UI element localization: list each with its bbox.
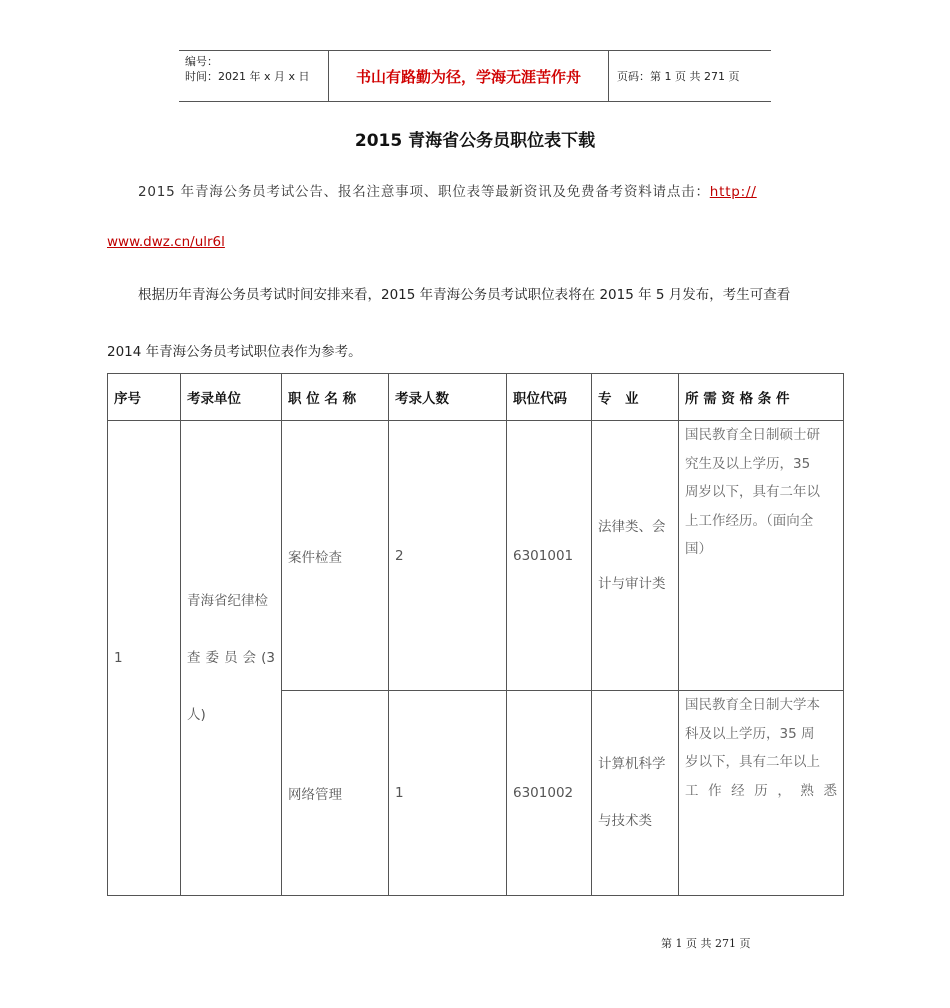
paragraph-line-1: 根据历年青海公务员考试时间安排来看，2015 年青海公务员考试职位表将在 2015 年 5 月发布，考生可查看 [138,287,791,303]
intro-link-part-1[interactable]: http:// [709,184,757,200]
major-line: 与技术类 [598,813,652,829]
condition-line: 工 作 经 历 ， 熟 悉 [685,782,837,799]
header-position: 职 位 名 称 [282,374,389,421]
intro-line-2 [107,234,225,250]
intro-link-part-2[interactable]: www.dwz.cn/ulr6l [107,234,225,250]
position-cell: 案件检查 [282,421,389,691]
intro-line-1 [138,180,757,200]
seq-cell: 1 [108,421,181,896]
major-line: 计算机科学 [598,756,666,772]
document-title: 2015 青海省公务员职位表下载 [354,131,596,151]
condition-line: 国民教育全日制硕士研 [685,427,820,443]
condition-line: 上工作经历。（面向全 [685,512,814,529]
header-page-info: 页码：第 1 页 共 271 页 [617,70,740,83]
unit-line: 查委员会(3 [187,649,275,666]
conditions-cell [679,691,844,896]
condition-line: 国） [685,541,712,557]
major-cell [592,421,679,691]
count-cell: 2 [389,421,507,691]
header-motto: 书山有路勤为径，学海无涯苦作舟 [329,51,609,101]
header-seq: 序号 [108,374,181,421]
positions-table [107,373,844,896]
header-meta [179,51,329,101]
intro-text: 2015 年青海公务员考试公告、报名注意事项、职位表等最新资讯及免费备考资料请点击： [138,184,710,200]
header-major: 专 业 [592,374,679,421]
page-header [179,50,771,102]
condition-line: 国民教育全日制大学本 [685,697,820,713]
code-cell: 6301001 [507,421,592,691]
condition-line: 究生及以上学历，35 [685,455,811,472]
condition-line: 周岁以下，具有二年以 [685,484,820,500]
major-line: 计与审计类 [598,575,666,592]
unit-line: 青海省纪律检 [187,592,268,609]
unit-cell [181,421,282,896]
major-line: 法律类、会 [598,518,666,535]
count-cell: 1 [389,691,507,896]
position-cell: 网络管理 [282,691,389,896]
header-code: 职位代码 [507,374,592,421]
page-footer: 第 1 页 共 271 页 [661,937,751,950]
condition-line: 岁以下，具有二年以上 [685,754,820,770]
condition-line: 科及以上学历，35 周 [685,725,815,742]
header-count: 考录人数 [389,374,507,421]
time-label: 时间：2021 年 x 月 x 日 [185,70,310,83]
paragraph-line-2: 2014 年青海公务员考试职位表作为参考。 [107,344,362,360]
number-label: 编号： [185,55,218,68]
table-row [108,421,844,691]
unit-line: 人) [187,706,206,723]
code-cell: 6301002 [507,691,592,896]
major-cell [592,691,679,896]
conditions-cell [679,421,844,691]
header-conditions: 所 需 资 格 条 件 [679,374,844,421]
table-header-row [108,374,844,421]
header-unit: 考录单位 [181,374,282,421]
